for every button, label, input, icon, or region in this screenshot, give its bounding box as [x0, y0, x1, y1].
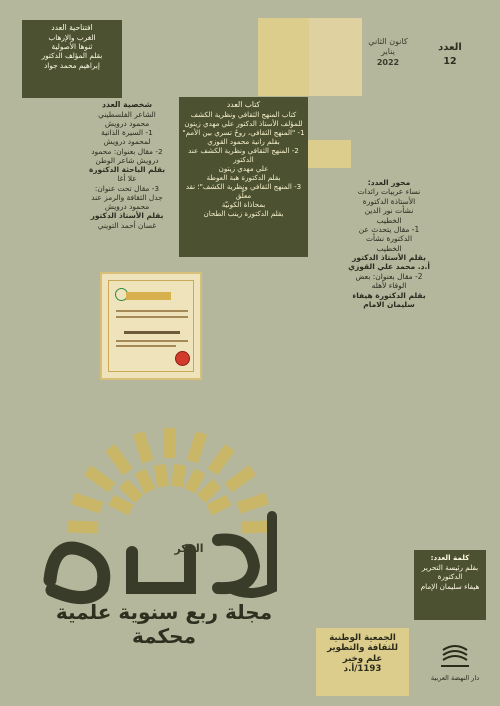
personality-line: غسان أحمد التويني [97, 220, 157, 230]
personality-line: محمود درويش [104, 118, 150, 128]
association-line: 1193/أ.د [343, 663, 382, 674]
personality-line: علا أغا [117, 174, 137, 184]
date-year: 2022 [376, 57, 400, 67]
decorative-panel [258, 18, 309, 96]
book-line: 1- "المنهج الثقافي، روحٌ تسري بين الأمم" [182, 127, 305, 137]
book-line: بقلم الدكتورة زينب الطحان [203, 208, 284, 218]
editor-heading: كلمة العدد: [430, 553, 470, 562]
opening-line: بقلم المؤلف الدكتور [41, 51, 103, 61]
issue-value: 12 [443, 56, 457, 67]
decorative-panel [307, 140, 351, 168]
association-line: الجمعية الوطنية [329, 633, 396, 643]
certificate-seal-icon [175, 351, 190, 366]
date-month: يناير [381, 47, 395, 57]
axis-heading: محور العدد: [367, 178, 411, 187]
axis-line: بقلم الأستاذ الدكتور [352, 253, 426, 262]
publisher-logo [425, 642, 485, 692]
magazine-small-word: الفكر [174, 542, 204, 555]
opening-panel [22, 20, 122, 98]
publisher-name: دار النهضة العربية [430, 674, 480, 682]
book-line: بمحاذاة الكونيّة [221, 199, 266, 209]
association-line: علم وخير [342, 653, 383, 664]
personality-line: 3- مقال تحت عنوان: [94, 183, 160, 193]
axis-line: الخطيب [376, 215, 402, 225]
axis-line: سليمان الامام [363, 299, 415, 309]
personality-line: بقلم الأستاذ الدكتور [90, 211, 164, 221]
issue-label: العدد [438, 42, 462, 53]
personality-line: بقلم الباحثة الدكتورة [88, 165, 166, 175]
association-panel [316, 628, 409, 696]
opening-line: إبراهيم محمد جواد [44, 60, 100, 70]
personality-line: 1- السيرة الذاتية [101, 128, 153, 138]
axis-line: الخطيب [376, 243, 402, 253]
opening-line: ثنوها الأصولية [51, 42, 93, 52]
axis-line: الدكتورة نشأت [365, 234, 413, 244]
association-line: للثقافة والتطوير [327, 643, 398, 654]
axis-line: نساء عربيات رائدات [357, 187, 421, 197]
axis-line: الأستاذة الدكتورة [362, 196, 416, 206]
editor-panel [414, 550, 486, 620]
axis-line: بقلم الدكتورة هيفاء [352, 290, 426, 300]
personality-line: جدل الثقافة والرمز عند [91, 192, 163, 202]
sunburst-logo-icon [40, 420, 300, 615]
personality-heading: شخصية العدد [101, 100, 153, 109]
editor-line: هيفاء سليمان الإمام [420, 581, 480, 591]
magazine-tagline: مجلة ربع سنوية علمية محكمة [55, 600, 273, 648]
book-line: علي مهدي زيتون [218, 163, 269, 173]
axis-line: الوفاء لأهله [371, 281, 407, 291]
axis-line: 2- مقال بعنوان: بعض [355, 271, 423, 281]
certificate-image [100, 272, 202, 380]
personality-line: درويش شاعر الوطن [95, 155, 159, 165]
personality-section [72, 100, 182, 230]
axis-section [336, 178, 442, 309]
decorative-panel [309, 18, 362, 96]
axis-line: أ.د. محمد علي القوزي [348, 262, 430, 272]
issue-number [422, 42, 478, 67]
book-line: كتاب المنهج الثقافي ونظرية الكشف [190, 109, 297, 119]
editor-line: بقلم رئيسة التحرير [421, 562, 479, 572]
opening-heading: افتتاحية العدد [51, 23, 93, 32]
magazine-name [40, 420, 41, 421]
editor-line: الدكتورة [437, 572, 463, 581]
axis-line: 1- مقال يتحدث عن [358, 224, 420, 234]
book-line: بقلم رانية محمود القوزي [207, 136, 280, 146]
book-line: 3- المنهج الثقافي ونظرية الكشف"؛ نقد معلَّق [185, 181, 302, 200]
book-stack-icon [425, 642, 485, 672]
personality-line: محمود درويش [104, 202, 150, 212]
book-line: 2- المنهج الثقافي ونظرية الكشف عند الدكتور [188, 145, 299, 164]
personality-line: لمحمود درويش [103, 137, 151, 147]
opening-line: الغرب والإرهاب [48, 32, 96, 42]
book-heading: كتاب العدد [226, 100, 261, 109]
date-month-syriac: كانون الثاني [368, 37, 408, 46]
issue-date [360, 37, 416, 68]
book-line: للمؤلف الأستاذ الدكتور علي مهدي زيتون [184, 118, 303, 128]
personality-line: 2- مقال بعنوان: محمود [91, 146, 163, 156]
book-panel [179, 97, 308, 257]
magazine-logo [40, 420, 300, 615]
axis-line: نشأت نور الدين [364, 206, 414, 216]
book-line: بقلم الدكتورة هبة العوطة [206, 172, 281, 182]
personality-line: الشاعر الفلسطيني [98, 109, 156, 119]
